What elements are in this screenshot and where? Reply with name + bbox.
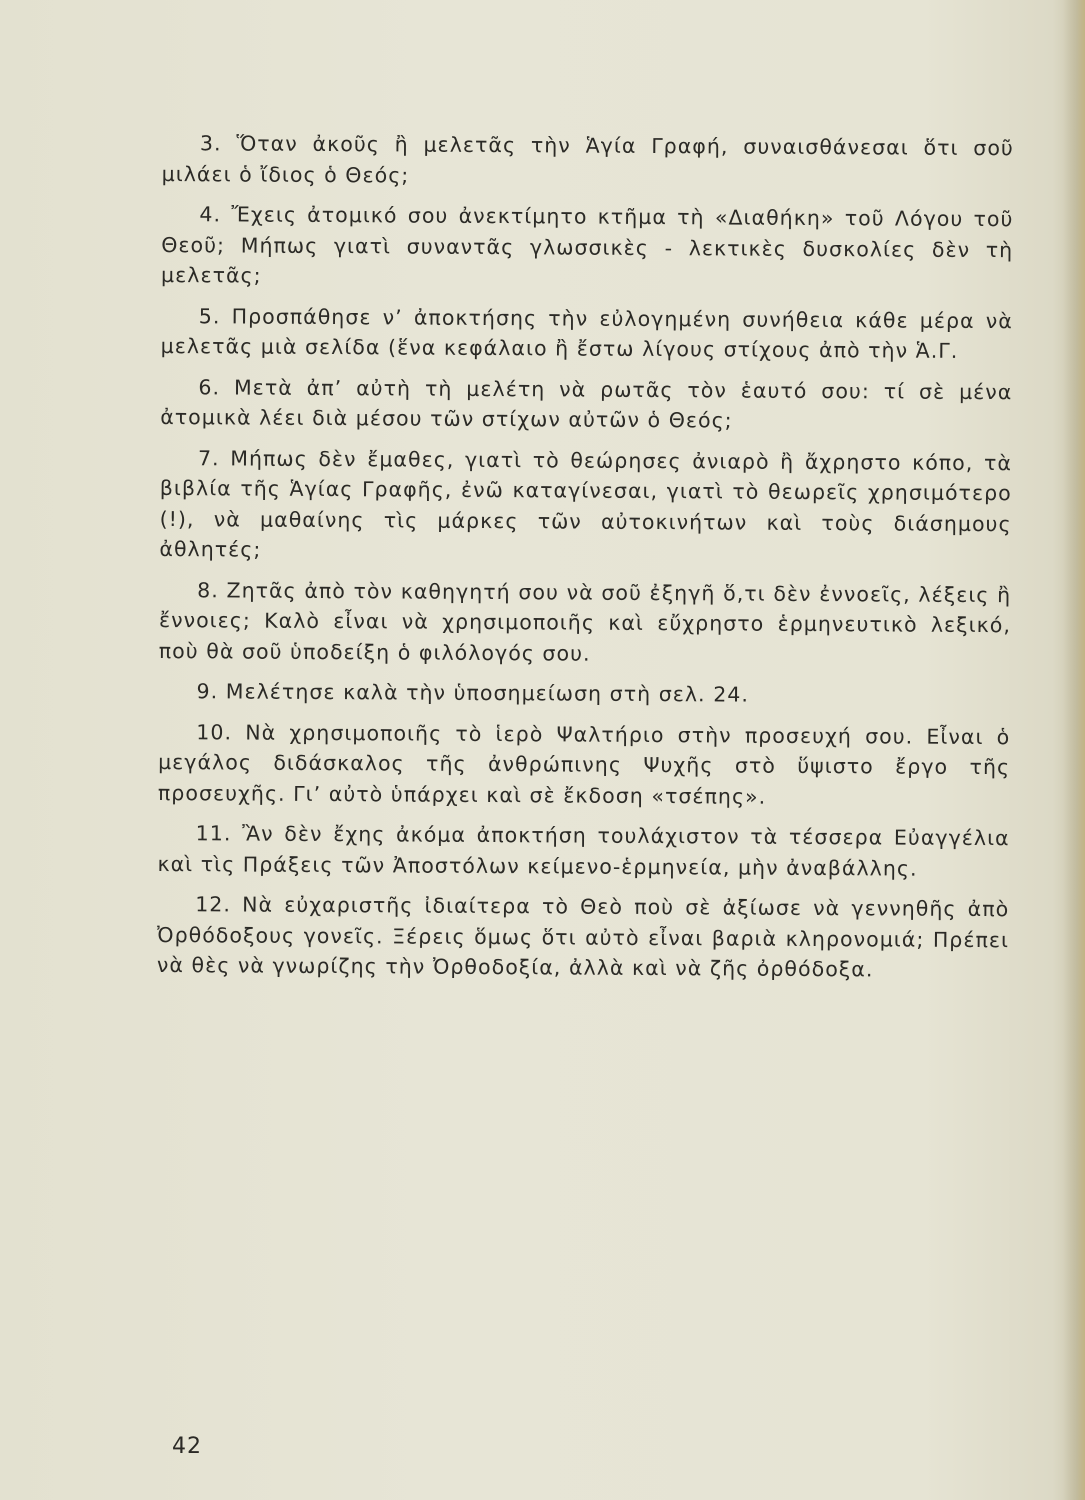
paragraph-4: 4. Ἔχεις ἀτομικό σου ἀνεκτίμητο κτῆμα τὴ «Διαθήκη» τοῦ Λόγου τοῦ Θεοῦ; Μήπως γιατὶ συναντᾶς γλωσσικὲς - λεκτικὲς δυσκολίες δὲν τὴ μελετᾶς; xyxy=(161,202,1014,288)
paragraph-9: 9. Μελέτησε καλὰ τὴν ὑποσημείωση στὴ σελ. 24. xyxy=(196,679,750,707)
paragraph-3: 3. Ὅταν ἀκοῦς ἢ μελετᾶς τὴν Ἁγία Γραφή, συναισθάνεσαι ὅτι σοῦ μιλάει ὁ ἴδιος ὁ Θεός; xyxy=(161,131,1014,188)
page-number: 42 xyxy=(172,1434,202,1459)
paragraph-7: 7. Μήπως δὲν ἔμαθες, γιατὶ τὸ θεώρησες ἀνιαρὸ ἢ ἄχρηστο κόπο, τὰ βιβλία τῆς Ἁγίας Γραφῆς, ἐνῶ καταγίνεσαι, γιατὶ τὸ θεωρεῖς χρησιμότερο (!), νὰ μαθαίνης τὶς μάρκες τῶν αὐτοκινήτων καὶ τοὺς διάσημους ἀθλητές; xyxy=(159,445,1013,562)
paragraph-11: 11. Ἂν δὲν ἔχης ἀκόμα ἀποκτήση τουλάχιστον τὰ τέσσερα Εὐαγγέλια καὶ τὶς Πράξεις τῶν Ἀποστόλων κείμενο-ἑρμηνεία, μὴν ἀναβάλλης. xyxy=(157,821,1010,881)
paragraph-12: 12. Νὰ εὐχαριστῆς ἰδιαίτερα τὸ Θεὸ ποὺ σὲ ἀξίωσε νὰ γεννηθῆς ἀπὸ Ὀρθόδοξους γονεῖς. Ξέρεις ὅμως ὅτι αὐτὸ εἶναι βαριὰ κληρονομιά; Πρέπει νὰ θὲς νὰ γνωρίζης τὴν Ὀρθοδοξία, ἀλλὰ καὶ νὰ ζῆς ὀρθόδοξα. xyxy=(156,892,1010,982)
page-edge-shadow xyxy=(1063,0,1085,1500)
paragraph-8: 8. Ζητᾶς ἀπὸ τὸν καθηγητή σου νὰ σοῦ ἐξηγῆ ὅ,τι δὲν ἐννοεῖς, λέξεις ἢ ἔννοιες; Καλὸ εἶναι νὰ χρησιμοποιῆς καὶ εὔχρηστο ἑρμηνευτικὸ λεξικό, ποὺ θὰ σοῦ ὑποδείξη ὁ φιλόλογός σου. xyxy=(158,577,1012,666)
paragraph-10: 10. Νὰ χρησιμοποιῆς τὸ ἱερὸ Ψαλτήριο στὴν προσευχή σου. Εἶναι ὁ μεγάλος διδάσκαλος τῆς ἀνθρώπινης Ψυχῆς στὸ ὕψιστο ἔργο τῆς προσευχῆς. Γι’ αὐτὸ ὑπάρχει καὶ σὲ ἔκδοση «τσέπης». xyxy=(157,719,1011,809)
paragraph-6: 6. Μετὰ ἀπ’ αὐτὴ τὴ μελέτη νὰ ρωτᾶς τὸν ἑαυτό σου: τί σὲ μένα ἀτομικὰ λέει διὰ μέσου τῶν στίχων αὐτῶν ὁ Θεός; xyxy=(160,374,1013,433)
paragraph-5: 5. Προσπάθησε ν’ ἀποκτήσης τὴν εὐλογημένη συνήθεια κάθε μέρα νὰ μελετᾶς μιὰ σελίδα (ἕνα κεφάλαιο ἢ ἔστω λίγους στίχους ἀπὸ τὴν Ἁ.Γ. xyxy=(160,303,1013,363)
body-text xyxy=(157,128,1014,996)
